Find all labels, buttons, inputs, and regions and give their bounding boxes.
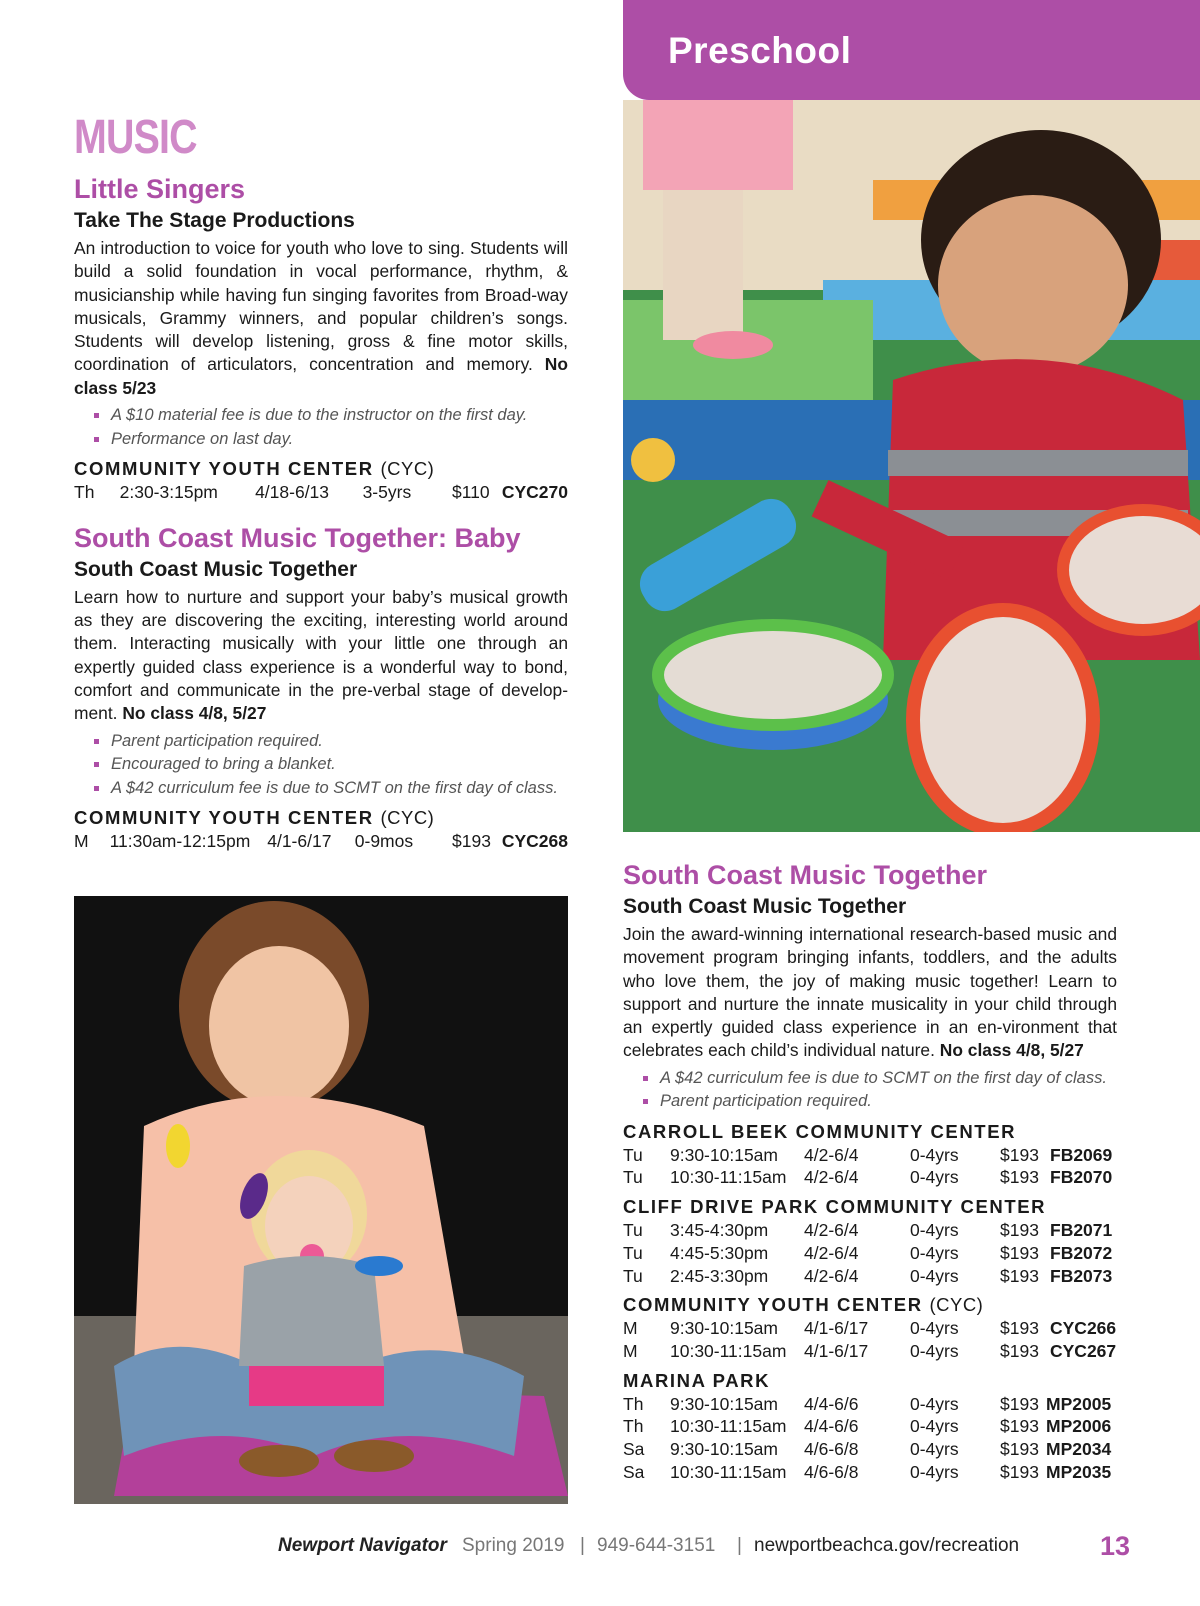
toddler-drums-photo [623,100,1200,832]
footer-separator: | [580,1535,585,1556]
program-title: Little Singers [74,174,246,204]
table-row: Tu 4:45-5:30pm 4/2-6/4 0-4yrs $193 FB2072 [623,1242,1113,1263]
schedule-table [74,830,568,853]
note-item: A $42 curriculum fee is due to SCMT on the first day of class. [94,777,568,801]
schedule-table [623,1219,1117,1287]
program-music-together-baby [74,522,568,853]
table-row: Tu 10:30-11:15am 4/2-6/4 0-4yrs $193 FB2070 [623,1167,1113,1188]
program-notes [74,730,568,801]
program-title: South Coast Music Together [623,860,988,890]
location-heading: CARROLL BEEK COMMUNITY CENTER [623,1120,1017,1142]
table-row: Sa 9:30-10:15am 4/6-6/8 0-4yrs $193 MP2034 [623,1439,1112,1460]
program-notes [74,404,568,451]
table-row: Th 10:30-11:15am 4/4-6/6 0-4yrs $193 MP2006 [623,1416,1112,1437]
program-notes [623,1067,1117,1114]
table-row: Tu 3:45-4:30pm 4/2-6/4 0-4yrs $193 FB2071 [623,1220,1113,1241]
program-provider: South Coast Music Together [623,895,907,918]
season: Spring 2019 [462,1535,565,1556]
note-item: Performance on last day. [94,428,568,452]
right-column [623,859,1117,1484]
program-provider: South Coast Music Together [74,557,358,581]
program-description: Learn how to nurture and support your baby’s musical growth as they are discovering the exciting, interesting world around them. Interacting musically with your little one through an expertly guided class experience is a wonderful way to bond, comfort and communicate in the pre-verbal stage of develop-ment. No class 4/8, 5/27 [74,586,568,724]
table-row: Th 9:30-10:15am 4/4-6/6 0-4yrs $193 MP2005 [623,1393,1112,1414]
location-heading: MARINA PARK [623,1369,771,1391]
program-title: South Coast Music Together: Baby [74,522,521,553]
note-item: Encouraged to bring a blanket. [94,753,568,777]
table-row: Tu 2:45-3:30pm 4/2-6/4 0-4yrs $193 FB2073 [623,1265,1113,1286]
website-link[interactable]: newportbeachca.gov/recreation [754,1535,1020,1556]
table-row: M 9:30-10:15am 4/1-6/17 0-4yrs $193 CYC266 [623,1318,1117,1339]
no-class-note: No class 4/8, 5/27 [122,703,267,724]
footer-separator: | [737,1535,742,1556]
program-description: An introduction to voice for youth who love to sing. Students will build a solid foundation in vocal performance, rhythm, & musicianship while having fun singing favorites from Broad-way musicals, Grammy winners, and popular children’s songs. Students will develop listening, gross & fine motor skills, coordination of articulators, concentration and memory. No class 5/23 [74,238,568,398]
section-title: MUSIC [74,111,197,164]
page-number: 13 [1100,1531,1131,1561]
preschool-tab [623,0,1200,100]
schedule-table [74,481,568,504]
location-heading: COMMUNITY YOUTH CENTER (CYC) [74,807,435,829]
program-little-singers [74,173,568,504]
table-row: Th 2:30-3:15pm 4/18-6/13 3-5yrs $110 CYC270 [74,482,568,503]
table-row: M 11:30am-12:15pm 4/1-6/17 0-9mos $193 CYC268 [74,831,568,852]
table-row: Tu 9:30-10:15am 4/2-6/4 0-4yrs $193 FB2069 [623,1144,1113,1165]
note-item: A $10 material fee is due to the instructor on the first day. [94,404,568,428]
tab-label: Preschool [668,30,852,71]
program-description: Join the award-winning international research-based music and movement program bringing infants, toddlers, and the adults who love them, the joy of making music together! Learn to support and nurture the innate musicality in your child through an expertly guided class experience in an en-vironment that celebrates each child’s individual nature. No class 4/8, 5/27 [623,924,1117,1061]
program-music-together [623,859,1117,1484]
mother-child-maracas-photo [74,896,568,1504]
note-item: Parent participation required. [94,730,568,754]
phone-number: 949-644-3151 [597,1535,716,1556]
note-item: Parent participation required. [643,1090,1117,1114]
schedule-table [623,1317,1117,1362]
table-row: M 10:30-11:15am 4/1-6/17 0-4yrs $193 CYC267 [623,1341,1117,1361]
page-footer [0,1531,1200,1565]
schedule-table [623,1393,1117,1484]
left-column [74,110,568,853]
location-heading: CLIFF DRIVE PARK COMMUNITY CENTER [623,1196,1047,1218]
no-class-note: No class 5/23 [74,354,568,398]
schedule-table [623,1144,1117,1189]
note-item: A $42 curriculum fee is due to SCMT on the first day of class. [643,1067,1117,1091]
table-row: Sa 10:30-11:15am 4/6-6/8 0-4yrs $193 MP2035 [623,1461,1112,1482]
location-heading: COMMUNITY YOUTH CENTER (CYC) [74,458,435,480]
publication-name: Newport Navigator [278,1535,447,1556]
no-class-note: No class 4/8, 5/27 [939,1040,1084,1061]
location-heading: COMMUNITY YOUTH CENTER (CYC) [623,1294,984,1316]
program-provider: Take The Stage Productions [74,209,355,232]
